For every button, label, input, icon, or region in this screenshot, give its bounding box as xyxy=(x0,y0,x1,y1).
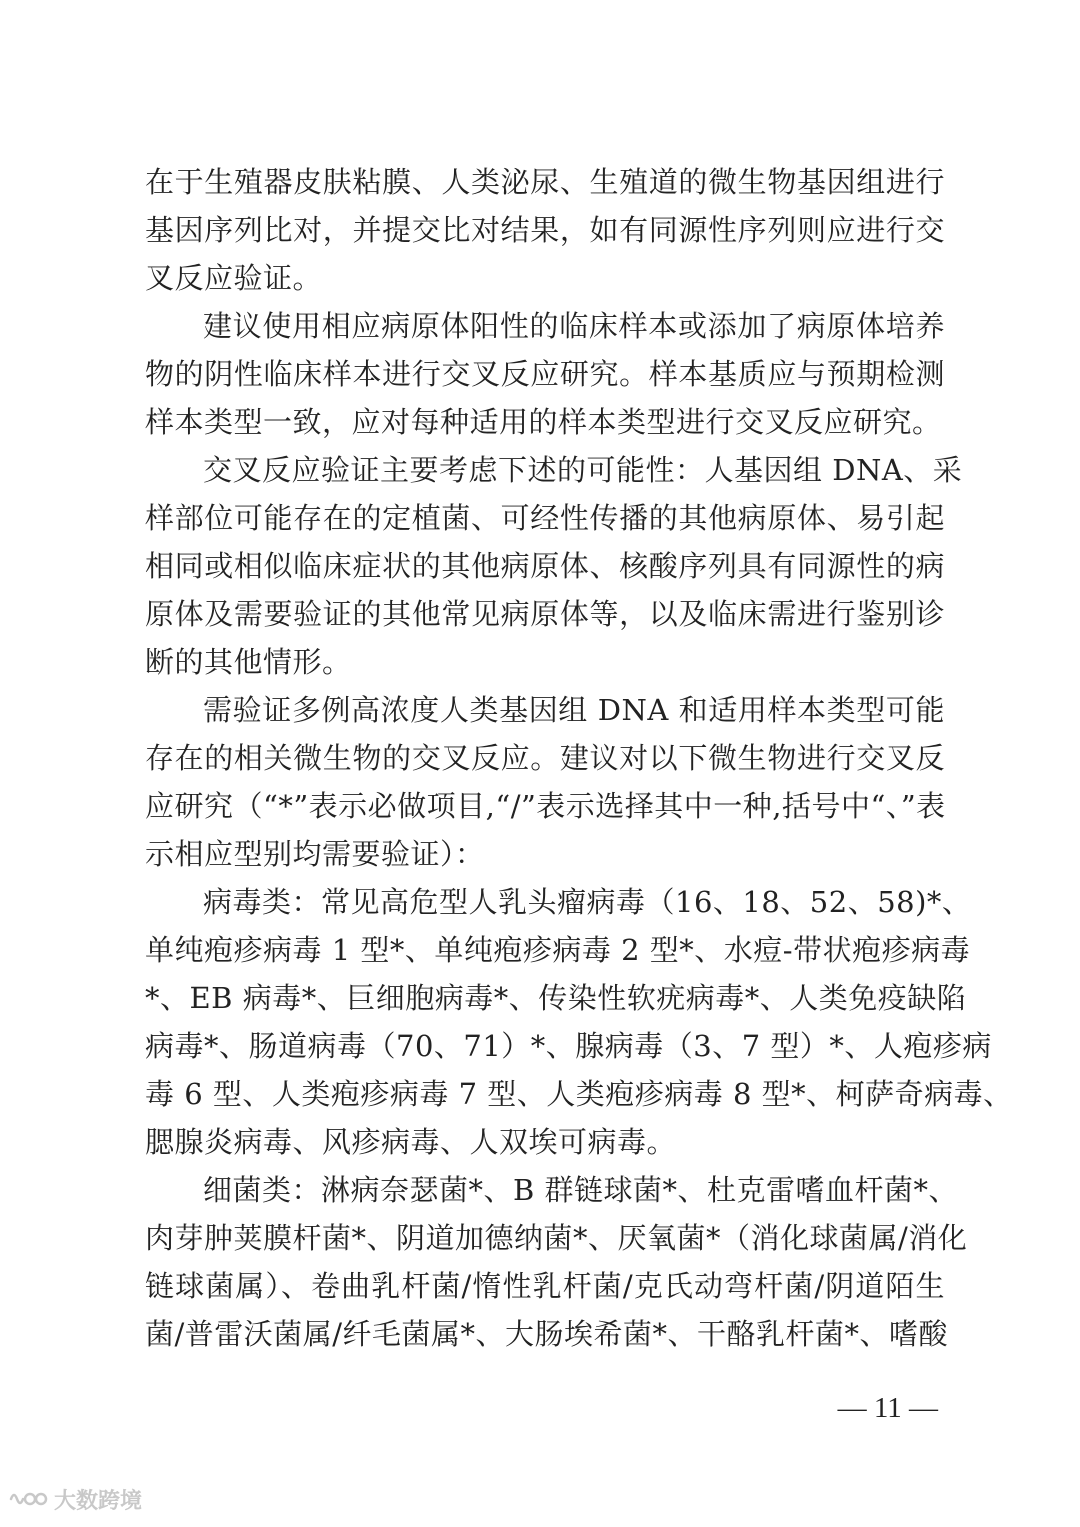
sound-wave-logo-icon xyxy=(8,1487,48,1511)
text-line: 链球菌属）、卷曲乳杆菌/惰性乳杆菌/克氏动弯杆菌/阴道陌生 xyxy=(145,1269,945,1303)
paragraph xyxy=(145,158,945,302)
text-line: 建议使用相应病原体阳性的临床样本或添加了病原体培养 xyxy=(203,309,945,343)
page-number: — 11 — xyxy=(837,1392,938,1424)
text-line: 病毒*、肠道病毒（70、71）*、腺病毒（3、7 型）*、人疱疹病 xyxy=(145,1029,992,1063)
paragraph xyxy=(145,302,945,446)
text-line: 示相应型别均需要验证）： xyxy=(145,837,485,871)
text-line: 需验证多例高浓度人类基因组 DNA 和适用样本类型可能 xyxy=(203,693,945,727)
text-line: 样本类型一致，应对每种适用的样本类型进行交叉反应研究。 xyxy=(145,405,942,439)
text-line: 单纯疱疹病毒 1 型*、单纯疱疹病毒 2 型*、水痘-带状疱疹病毒 xyxy=(145,933,971,967)
paragraph xyxy=(145,878,1013,1166)
text-line: 断的其他情形。 xyxy=(145,645,352,679)
text-line: 菌/普雷沃菌属/纤毛菌属*、大肠埃希菌*、干酪乳杆菌*、嗜酸 xyxy=(145,1317,949,1351)
text-line: 叉反应验证。 xyxy=(145,261,323,295)
text-line: 原体及需要验证的其他常见病原体等，以及临床需进行鉴别诊 xyxy=(145,597,945,631)
text-line: 物的阴性临床样本进行交叉反应研究。样本基质应与预期检测 xyxy=(145,357,945,391)
watermark xyxy=(8,1484,142,1514)
text-line: 样部位可能存在的定植菌、可经性传播的其他病原体、易引起 xyxy=(145,501,945,535)
text-line: *、EB 病毒*、巨细胞病毒*、传染性软疣病毒*、人类免疫缺陷 xyxy=(145,981,967,1015)
watermark-text: 大数跨境 xyxy=(54,1488,143,1514)
text-line: 腮腺炎病毒、风疹病毒、人双埃可病毒。 xyxy=(145,1125,677,1159)
text-line: 肉芽肿荚膜杆菌*、阴道加德纳菌*、厌氧菌*（消化球菌属/消化 xyxy=(145,1221,968,1255)
text-line: 病毒类：常见高危型人乳头瘤病毒（16、18、52、58)*、 xyxy=(203,885,972,919)
text-line: 毒 6 型、人类疱疹病毒 7 型、人类疱疹病毒 8 型*、柯萨奇病毒、 xyxy=(145,1077,1013,1111)
text-line: 在于生殖器皮肤粘膜、人类泌尿、生殖道的微生物基因组进行 xyxy=(145,165,945,199)
text-line: 相同或相似临床症状的其他病原体、核酸序列具有同源性的病 xyxy=(145,549,945,583)
paragraph xyxy=(145,1166,968,1358)
text-line: 交叉反应验证主要考虑下述的可能性：人基因组 DNA、采 xyxy=(203,453,963,487)
document-body xyxy=(145,158,1013,1358)
paragraph xyxy=(145,446,963,686)
text-line: 存在的相关微生物的交叉反应。建议对以下微生物进行交叉反 xyxy=(145,741,945,775)
text-line: 应研究（“*”表示必做项目,“/”表示选择其中一种,括号中“、”表 xyxy=(145,789,946,823)
text-line: 基因序列比对，并提交比对结果，如有同源性序列则应进行交 xyxy=(145,213,945,247)
text-line: 细菌类：淋病奈瑟菌*、B 群链球菌*、杜克雷嗜血杆菌*、 xyxy=(203,1173,959,1207)
paragraph xyxy=(145,686,945,878)
